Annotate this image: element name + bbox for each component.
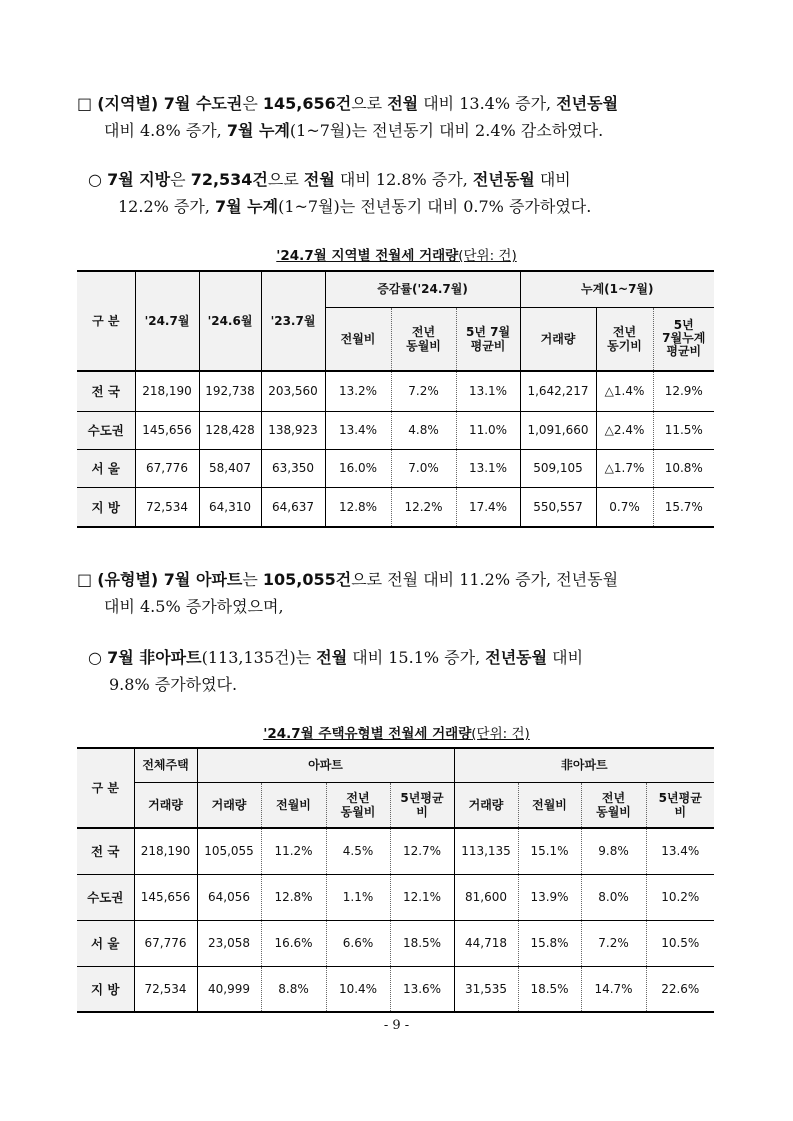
cell: 10.8%	[664, 461, 703, 475]
row-label: 전 국	[77, 371, 135, 411]
cell: △1.7%	[596, 449, 653, 487]
text: 으로 전월 대비 11.2% 증가, 전년동월	[351, 570, 619, 589]
table1-caption	[0, 244, 793, 264]
cell: 145,656	[135, 411, 199, 449]
regional-rental-table	[77, 270, 714, 528]
text-bold: 전월	[387, 94, 419, 113]
text: 대비 13.4% 증가,	[418, 94, 557, 113]
cell: 13.9%	[518, 874, 581, 920]
cell: 218,190	[134, 828, 197, 874]
header-yoy: 전년 동월비	[391, 307, 456, 371]
cell: 16.0%	[325, 449, 391, 487]
header-5y-avg: 5년평균 비	[390, 782, 454, 828]
cell: 67,776	[134, 920, 197, 966]
caption-title: '24.7월 지역별 전월세 거래량	[276, 248, 459, 264]
cell: 10.4%	[326, 966, 390, 1012]
header-category: 구 분	[77, 748, 134, 828]
text-bold: 전월	[303, 170, 335, 189]
cell: 145,656	[134, 874, 197, 920]
text-bold: 전년동월	[485, 648, 548, 667]
cell: 18.5%	[390, 920, 454, 966]
cell: 12.2%	[391, 487, 456, 527]
row-label: 수도권	[77, 411, 135, 449]
header-2407: '24.7월	[135, 271, 199, 371]
cell: 509,105	[520, 449, 596, 487]
header-2406: '24.6월	[199, 271, 261, 371]
row-label: 수도권	[77, 874, 134, 920]
cell: 6.6%	[326, 920, 390, 966]
housing-type-rental-table	[77, 747, 714, 1013]
cell: 12.8%	[261, 874, 326, 920]
text-bold: 전년동월	[472, 170, 535, 189]
table-row	[77, 487, 714, 527]
cell: 113,135	[454, 828, 518, 874]
header-cum-5y: 5년 7월누계 평균비	[653, 307, 714, 371]
cell: 64,056	[197, 874, 261, 920]
caption-title: '24.7월 주택유형별 전월세 거래량	[263, 726, 472, 742]
cell: △1.4%	[596, 371, 653, 411]
text: (1~7월)는 전년동기 대비 0.7% 증가하였다.	[278, 197, 592, 216]
table2-caption	[0, 722, 793, 742]
text: 대비	[534, 170, 571, 189]
cell: 12.8%	[325, 487, 391, 527]
cell: 9.8%	[581, 828, 646, 874]
row-label: 서 울	[77, 920, 134, 966]
table-row	[77, 449, 714, 487]
square-bullet: □	[77, 94, 93, 113]
cell: 10.2%	[661, 890, 700, 904]
cell: 8.0%	[581, 874, 646, 920]
text: 으로	[351, 94, 388, 113]
row-label: 서 울	[77, 449, 135, 487]
paragraph-line	[77, 90, 727, 117]
cell: 72,534	[134, 966, 197, 1012]
cell: 64,637	[261, 487, 325, 527]
cell: 13.6%	[390, 966, 454, 1012]
caption-unit: (단위: 건)	[471, 726, 530, 742]
cell: 4.8%	[391, 411, 456, 449]
row-label: 지 방	[77, 966, 134, 1012]
cell: 12.1%	[390, 874, 454, 920]
cell: 8.8%	[261, 966, 326, 1012]
table-row	[77, 920, 714, 966]
paragraph-line	[77, 566, 727, 593]
paragraph-line	[88, 644, 728, 671]
paragraph-type-nonapartment	[88, 644, 728, 698]
cell: 13.1%	[456, 449, 520, 487]
cell: 17.4%	[456, 487, 520, 527]
text-bold: 전년동월	[556, 94, 619, 113]
text-bold: 7월 지방	[107, 170, 171, 189]
cell: 1.1%	[326, 874, 390, 920]
cell: 31,535	[454, 966, 518, 1012]
cell: 0.7%	[596, 487, 653, 527]
circle-bullet: ○	[88, 170, 102, 189]
cell: 40,999	[197, 966, 261, 1012]
cell: 11.5%	[664, 423, 703, 437]
row-label: 지 방	[77, 487, 135, 527]
text: 으로	[267, 170, 304, 189]
paragraph-regional-capital	[77, 90, 727, 144]
text: 대비	[547, 648, 584, 667]
cell: 105,055	[197, 828, 261, 874]
header-category: 구 분	[77, 271, 135, 371]
cell: 138,923	[261, 411, 325, 449]
text-bold: 7월 非아파트	[107, 648, 202, 667]
text: 대비 4.8% 증가,	[104, 121, 227, 140]
cell: 58,407	[199, 449, 261, 487]
paragraph-regional-local	[88, 166, 728, 220]
cell: 7.0%	[391, 449, 456, 487]
header-nonapartment-group: 非아파트	[454, 748, 714, 782]
paragraph-line	[77, 593, 727, 620]
text: 12.2% 증가,	[118, 197, 215, 216]
table-row	[77, 966, 714, 1012]
header-5y-avg: 5년 7월 평균비	[456, 307, 520, 371]
caption-unit: (단위: 건)	[458, 248, 517, 264]
cell: 128,428	[199, 411, 261, 449]
cell: 14.7%	[581, 966, 646, 1012]
row-label: 전 국	[77, 828, 134, 874]
header-cumulative-group: 누계(1~7월)	[520, 271, 714, 307]
cell: 22.6%	[661, 981, 700, 996]
text-bold: 72,534건	[190, 170, 268, 189]
cell: 12.7%	[390, 828, 454, 874]
header-yoy: 전년 동월비	[581, 782, 646, 828]
text-bold: 전월	[316, 648, 348, 667]
cell: 13.1%	[456, 371, 520, 411]
header-mom: 전월비	[518, 782, 581, 828]
cell: 4.5%	[326, 828, 390, 874]
cell: 15.7%	[664, 499, 703, 514]
text-bold: 7월 누계	[226, 121, 290, 140]
header-change-group: 증감률('24.7월)	[325, 271, 520, 307]
cell: 192,738	[199, 371, 261, 411]
page-number: - 9 -	[383, 1018, 410, 1033]
text: (113,135건)는	[201, 648, 317, 667]
cell: 12.9%	[664, 384, 703, 399]
cell: 1,091,660	[520, 411, 596, 449]
cell: 13.4%	[325, 411, 391, 449]
header-total-housing: 전체주택	[134, 748, 197, 782]
paragraph-line	[88, 193, 728, 220]
text-bold: 145,656건	[262, 94, 352, 113]
cell: 10.5%	[661, 936, 700, 950]
text: 대비 15.1% 증가,	[347, 648, 486, 667]
cell: 15.8%	[518, 920, 581, 966]
paragraph-line	[88, 671, 728, 698]
text-bold: (유형별) 7월 아파트	[97, 570, 243, 589]
text-bold: 105,055건	[262, 570, 352, 589]
header-apartment-group: 아파트	[197, 748, 454, 782]
text: 대비 4.5% 증가하였으며,	[104, 597, 284, 616]
table-row	[77, 411, 714, 449]
cell: 16.6%	[261, 920, 326, 966]
cell: 11.0%	[456, 411, 520, 449]
header-cum-yoy: 전년 동기비	[596, 307, 653, 371]
header-mom: 전월비	[325, 307, 391, 371]
cell: 15.1%	[518, 828, 581, 874]
text: 은	[170, 170, 191, 189]
circle-bullet: ○	[88, 648, 102, 667]
paragraph-type-apartment	[77, 566, 727, 620]
cell: 63,350	[261, 449, 325, 487]
header-volume: 거래량	[197, 782, 261, 828]
header-yoy: 전년 동월비	[326, 782, 390, 828]
table-row	[77, 874, 714, 920]
cell: 1,642,217	[520, 371, 596, 411]
header-mom: 전월비	[261, 782, 326, 828]
paragraph-line	[77, 117, 727, 144]
text-bold: (지역별) 7월 수도권	[97, 94, 243, 113]
cell: 23,058	[197, 920, 261, 966]
text: 은	[242, 94, 263, 113]
cell: 13.2%	[325, 371, 391, 411]
cell: △2.4%	[596, 411, 653, 449]
text: 대비 12.8% 증가,	[334, 170, 473, 189]
cell: 44,718	[454, 920, 518, 966]
cell: 7.2%	[391, 371, 456, 411]
header-volume: 거래량	[454, 782, 518, 828]
header-2307: '23.7월	[261, 271, 325, 371]
cell: 67,776	[135, 449, 199, 487]
text-bold: 7월 누계	[215, 197, 279, 216]
text: (1~7월)는 전년동기 대비 2.4% 감소하였다.	[289, 121, 604, 140]
paragraph-line	[88, 166, 728, 193]
cell: 218,190	[135, 371, 199, 411]
text: 9.8% 증가하였다.	[109, 675, 238, 694]
cell: 11.2%	[261, 828, 326, 874]
header-volume: 거래량	[520, 307, 596, 371]
cell: 203,560	[261, 371, 325, 411]
square-bullet: □	[77, 570, 93, 589]
cell: 7.2%	[581, 920, 646, 966]
cell: 81,600	[454, 874, 518, 920]
cell: 18.5%	[518, 966, 581, 1012]
cell: 72,534	[135, 487, 199, 527]
table-row	[77, 371, 714, 411]
cell: 64,310	[199, 487, 261, 527]
cell: 13.4%	[661, 844, 700, 859]
cell: 550,557	[520, 487, 596, 527]
header-volume: 거래량	[134, 782, 197, 828]
header-5y-avg: 5년평균 비	[646, 782, 714, 828]
text: 는	[242, 570, 263, 589]
table-row	[77, 828, 714, 874]
